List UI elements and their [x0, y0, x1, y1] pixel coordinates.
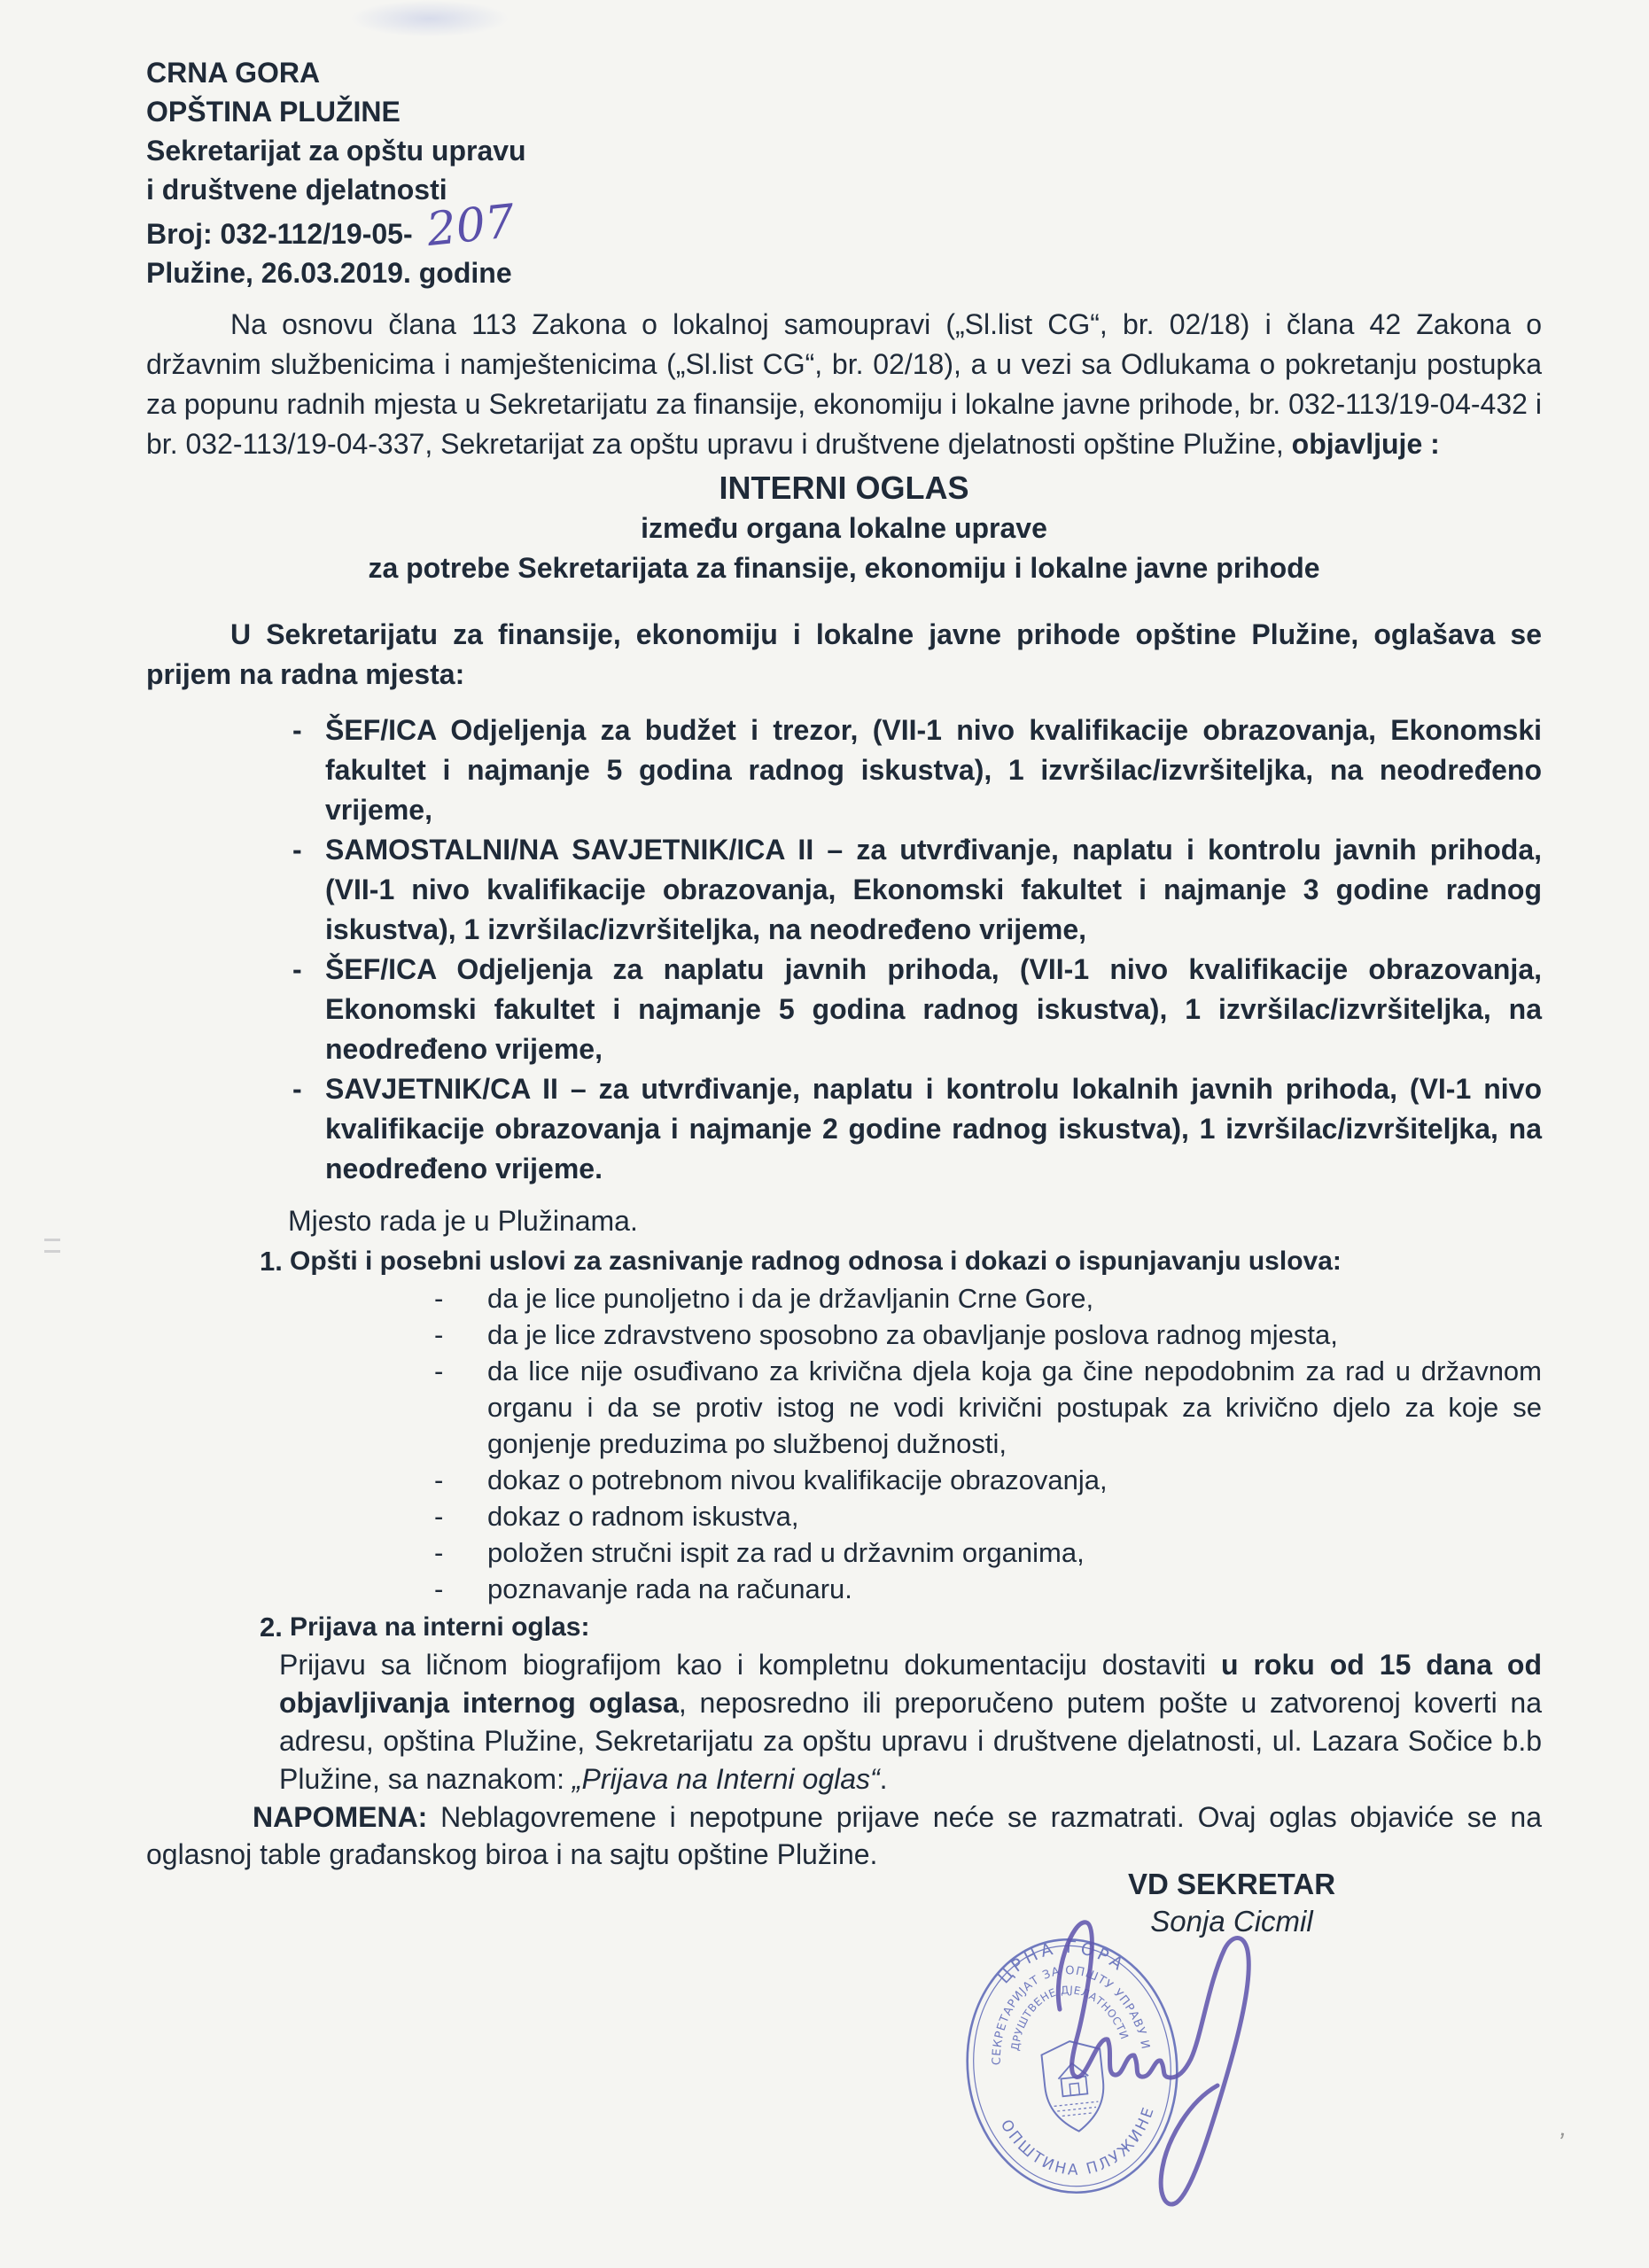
reference-number-line	[146, 194, 1542, 258]
document-subtitle-1: između organa lokalne uprave	[641, 512, 1047, 544]
job-position-item-text: ŠEF/ICA Odjeljenja za budžet i trezor, (VII-1 nivo kvalifikacije obrazovanja, Ekonomski fakultet i najmanje 5 godina radnog iskustva), 1 izvršilac/izvršiteljka, na neodređeno vrijeme,	[325, 714, 1542, 826]
condition-item	[434, 1280, 1542, 1317]
job-position-item-text: SAMOSTALNI/NA SAVJETNIK/ICA II – za utvrđivanje, naplatu i kontrolu javnih prihoda, (VII-1 nivo kvalifikacije obrazovanja, Ekonomski fakultet i najmanje 3 godine radnog iskustva), 1 izvršilac/izvršiteljka, na neodređeno vrijeme,	[325, 834, 1542, 945]
org-name-line2: i društvene djelatnosti	[146, 174, 447, 206]
announcement-paragraph: U Sekretarijatu za finansije, ekonomiju i lokalne javne prihode opštine Plužine, oglašava se prijem na radna mjesta:	[146, 618, 1542, 690]
condition-item-text: da je lice punoljetno i da je državljanin Crne Gore,	[487, 1283, 1094, 1314]
signatory-title: VD SEKRETAR	[1127, 1868, 1336, 1900]
note-paragraph	[146, 1798, 1542, 1873]
job-position-item	[292, 711, 1542, 830]
document-title: INTERNI OGLAS	[719, 470, 969, 506]
dash-bullet: -	[292, 1073, 302, 1105]
condition-item	[434, 1498, 1542, 1534]
section-number: 1.	[260, 1246, 283, 1277]
text-segment: , neposredno ili preporučeno putem pošte u zatvorenoj koverti na adresu, opština Plužine, Sekretarijatu za opštu upravu i društvene djelatnosti, ul. Lazara Sočice b.b Plužine, sa naznakom:	[279, 1687, 1543, 1795]
scan-mark: ’	[1554, 2127, 1567, 2158]
intro-paragraph	[146, 305, 1542, 464]
document-content	[146, 53, 1542, 1873]
org-name-line1: Sekretarijat za opštu upravu	[146, 135, 526, 167]
document-subtitle-2: za potrebe Sekretarijata za finansije, ekonomiju i lokalne javne prihode	[368, 552, 1320, 584]
stamp-middle-text-1: СЕКРЕТАРИЈАТ ЗА ОПШТУ УПРАВУ И	[990, 1964, 1153, 2066]
scan-mark	[44, 1239, 60, 1253]
dash-bullet: -	[434, 1537, 444, 1568]
text-segment: Prijavu sa ličnom biografijom kao i kompletnu dokumentaciju dostaviti	[279, 1649, 1222, 1681]
section-application	[260, 1609, 1542, 1798]
text-segment: objavljuje :	[1291, 428, 1440, 460]
handwritten-number: 207	[424, 194, 517, 258]
dash-bullet: -	[434, 1501, 444, 1532]
condition-item-text: poznavanje rada na računaru.	[487, 1573, 852, 1604]
dash-bullet: -	[292, 714, 302, 746]
condition-item-text: da je lice zdravstveno sposobno za obavljanje poslova radnog mjesta,	[487, 1319, 1338, 1350]
condition-item-text: položen stručni ispit za rad u državnim organima,	[487, 1537, 1085, 1568]
reference-number-label: Broj: 032-112/19-05-	[146, 218, 413, 250]
job-position-item-text: ŠEF/ICA Odjeljenja za naplatu javnih prihoda, (VII-1 nivo kvalifikacije obrazovanja, Ekonomski fakultet i najmanje 5 godina radnog iskustva), 1 izvršilac/izvršiteljka, na neodređeno vrijeme,	[325, 953, 1542, 1065]
condition-item	[434, 1317, 1542, 1353]
country-name: CRNA GORA	[146, 57, 321, 89]
signatory-name: Sonja Cicmil	[1150, 1905, 1313, 1938]
dash-bullet: -	[434, 1355, 444, 1386]
text-segment: Na osnovu člana 113 Zakona o lokalnoj samoupravi („Sl.list CG“, br. 02/18) i člana 42 Zakona o državnim službenicima i namještenicima („Sl.list CG“, br. 02/18), a u vezi sa Odlukama o pokretanju postupka za popunu radnih mjesta u Sekretarijatu za finansije, ekonomiju i lokalne javne prihode, br. 032-113/19-04-432 i br. 032-113/19-04-337, Sekretarijat za opštu upravu i društvene djelatnosti opštine Plužine,	[146, 308, 1542, 460]
condition-item-text: da lice nije osuđivano za krivična djela koja ga čine nepodobnim za rad u državnom organu i da se protiv istog ne vodi krivični postupak za krivično djelo za koje se gonjenje preduzima po službenoj dužnosti,	[487, 1355, 1542, 1459]
text-segment: u roku od 15 dana od objavljivanja internog oglasa	[279, 1649, 1543, 1719]
application-paragraph	[279, 1646, 1542, 1798]
stamp-middle-text-2: ДРУШТВЕНЕ ДЈЕЛАТНОСТИ	[1008, 1983, 1132, 2052]
dash-bullet: -	[434, 1283, 444, 1314]
condition-item	[434, 1534, 1542, 1571]
handwritten-signature	[1026, 1903, 1292, 2231]
condition-item-text: dokaz o radnom iskustva,	[487, 1501, 799, 1532]
section-conditions-heading: Opšti i posebni uslovi za zasnivanje radnog odnosa i dokazi o ispunjavanju uslova:	[290, 1247, 1342, 1276]
text-segment: NAPOMENA:	[253, 1801, 428, 1833]
dash-bullet: -	[434, 1573, 444, 1604]
job-positions-list	[292, 711, 1542, 1189]
condition-item	[434, 1462, 1542, 1498]
scan-smudge	[350, 0, 509, 37]
condition-item	[434, 1353, 1542, 1462]
condition-item	[434, 1571, 1542, 1607]
text-segment: „Prijava na Interni oglas“	[572, 1763, 880, 1795]
dash-bullet: -	[434, 1319, 444, 1350]
text-segment: Neblagovremene i nepotpune prijave neće se razmatrati. Ovaj oglas objaviće se na oglasnoj table građanskog biroa i na sajtu opštine Plužine.	[146, 1801, 1542, 1870]
job-position-item	[292, 830, 1542, 950]
letterhead	[146, 53, 1542, 292]
municipality-name: OPŠTINA PLUŽINE	[146, 96, 401, 128]
condition-item-text: dokaz o potrebnom nivou kvalifikacije obrazovanja,	[487, 1464, 1108, 1495]
section-conditions	[260, 1243, 1542, 1607]
dash-bullet: -	[292, 834, 302, 866]
stamp-bottom-text: ОПШТИНА ПЛУЖИНЕ	[996, 2102, 1159, 2179]
section-application-heading: Prijava na interni oglas:	[290, 1612, 590, 1642]
section-number: 2.	[260, 1612, 283, 1643]
dash-bullet: -	[434, 1464, 444, 1495]
job-position-item	[292, 950, 1542, 1069]
job-position-item	[292, 1069, 1542, 1189]
stamp-top-text: ЦРНА ГОРА	[994, 1937, 1130, 1988]
conditions-list	[434, 1280, 1542, 1607]
text-segment: .	[879, 1763, 888, 1795]
work-location-line: Mjesto rada je u Plužinama.	[288, 1205, 638, 1237]
dash-bullet: -	[292, 953, 302, 985]
job-position-item-text: SAVJETNIK/CA II – za utvrđivanje, naplatu i kontrolu lokalnih javnih prihoda, (VI-1 nivo kvalifikacije obrazovanja i najmanje 2 godine radnog iskustva), 1 izvršilac/izvršiteljka, na neodređeno vrijeme.	[325, 1073, 1542, 1184]
place-date-line: Plužine, 26.03.2019. godine	[146, 257, 512, 289]
